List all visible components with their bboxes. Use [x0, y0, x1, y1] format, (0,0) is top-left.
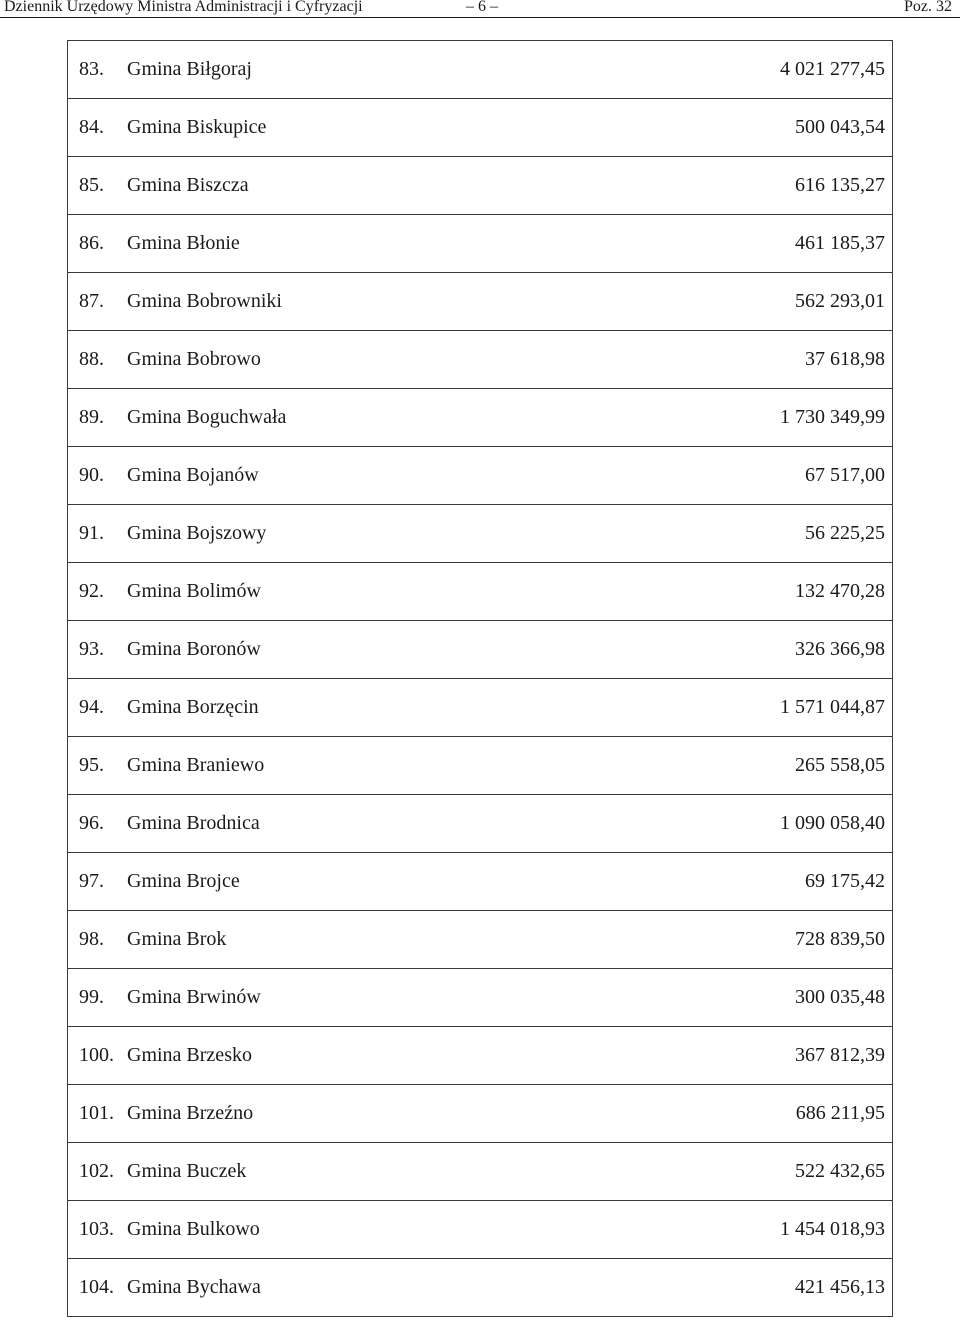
- table-row: [68, 1143, 893, 1201]
- amount: 1 090 058,40: [657, 795, 893, 853]
- page-header: [0, 0, 960, 20]
- municipality-name: Gmina Bojanów: [119, 447, 657, 505]
- municipality-name: Gmina Biskupice: [119, 99, 657, 157]
- amount: 1 730 349,99: [657, 389, 893, 447]
- table-row: [68, 679, 893, 737]
- table-row: [68, 853, 893, 911]
- table-row: [68, 911, 893, 969]
- row-number: 84.: [68, 99, 120, 157]
- table-row: [68, 795, 893, 853]
- municipality-name: Gmina Brojce: [119, 853, 657, 911]
- municipality-name: Gmina Błonie: [119, 215, 657, 273]
- row-number: 91.: [68, 505, 120, 563]
- row-number: 85.: [68, 157, 120, 215]
- header-divider: [0, 17, 960, 18]
- table-row: [68, 273, 893, 331]
- row-number: 100.: [68, 1027, 120, 1085]
- amount: 56 225,25: [657, 505, 893, 563]
- amount: 522 432,65: [657, 1143, 893, 1201]
- row-number: 102.: [68, 1143, 120, 1201]
- municipality-name: Gmina Boronów: [119, 621, 657, 679]
- allocation-table-body: [68, 41, 893, 1317]
- amount: 132 470,28: [657, 563, 893, 621]
- amount: 1 454 018,93: [657, 1201, 893, 1259]
- table-row: [68, 1259, 893, 1317]
- municipality-name: Gmina Bobrowniki: [119, 273, 657, 331]
- row-number: 99.: [68, 969, 120, 1027]
- table-row: [68, 99, 893, 157]
- journal-title: Dziennik Urzędowy Ministra Administracji i Cyfryzacji: [4, 0, 363, 15]
- table-row: [68, 563, 893, 621]
- row-number: 104.: [68, 1259, 120, 1317]
- amount: 728 839,50: [657, 911, 893, 969]
- row-number: 87.: [68, 273, 120, 331]
- table-row: [68, 331, 893, 389]
- row-number: 83.: [68, 41, 120, 99]
- municipality-name: Gmina Bolimów: [119, 563, 657, 621]
- municipality-name: Gmina Brzeźno: [119, 1085, 657, 1143]
- row-number: 96.: [68, 795, 120, 853]
- table-row: [68, 621, 893, 679]
- municipality-name: Gmina Biłgoraj: [119, 41, 657, 99]
- amount: 616 135,27: [657, 157, 893, 215]
- position-number: Poz. 32: [904, 0, 952, 15]
- amount: 421 456,13: [657, 1259, 893, 1317]
- table-row: [68, 1201, 893, 1259]
- municipality-name: Gmina Bychawa: [119, 1259, 657, 1317]
- municipality-name: Gmina Brwinów: [119, 969, 657, 1027]
- municipality-name: Gmina Bobrowo: [119, 331, 657, 389]
- table-row: [68, 505, 893, 563]
- municipality-name: Gmina Brok: [119, 911, 657, 969]
- amount: 1 571 044,87: [657, 679, 893, 737]
- row-number: 103.: [68, 1201, 120, 1259]
- page-number: – 6 –: [466, 0, 498, 15]
- table-row: [68, 1027, 893, 1085]
- table-row: [68, 447, 893, 505]
- table-row: [68, 737, 893, 795]
- municipality-name: Gmina Boguchwała: [119, 389, 657, 447]
- amount: 562 293,01: [657, 273, 893, 331]
- amount: 461 185,37: [657, 215, 893, 273]
- table-row: [68, 389, 893, 447]
- municipality-name: Gmina Biszcza: [119, 157, 657, 215]
- table-row: [68, 1085, 893, 1143]
- amount: 300 035,48: [657, 969, 893, 1027]
- table-row: [68, 969, 893, 1027]
- row-number: 90.: [68, 447, 120, 505]
- row-number: 97.: [68, 853, 120, 911]
- table-row: [68, 215, 893, 273]
- amount: 500 043,54: [657, 99, 893, 157]
- row-number: 93.: [68, 621, 120, 679]
- municipality-name: Gmina Brodnica: [119, 795, 657, 853]
- amount: 367 812,39: [657, 1027, 893, 1085]
- amount: 37 618,98: [657, 331, 893, 389]
- amount: 686 211,95: [657, 1085, 893, 1143]
- row-number: 86.: [68, 215, 120, 273]
- row-number: 88.: [68, 331, 120, 389]
- row-number: 94.: [68, 679, 120, 737]
- row-number: 95.: [68, 737, 120, 795]
- table-row: [68, 41, 893, 99]
- amount: 67 517,00: [657, 447, 893, 505]
- allocation-table: [67, 40, 893, 1317]
- municipality-name: Gmina Braniewo: [119, 737, 657, 795]
- row-number: 92.: [68, 563, 120, 621]
- municipality-name: Gmina Bojszowy: [119, 505, 657, 563]
- amount: 4 021 277,45: [657, 41, 893, 99]
- municipality-name: Gmina Borzęcin: [119, 679, 657, 737]
- amount: 69 175,42: [657, 853, 893, 911]
- municipality-name: Gmina Buczek: [119, 1143, 657, 1201]
- row-number: 89.: [68, 389, 120, 447]
- municipality-name: Gmina Bulkowo: [119, 1201, 657, 1259]
- amount: 265 558,05: [657, 737, 893, 795]
- row-number: 101.: [68, 1085, 120, 1143]
- row-number: 98.: [68, 911, 120, 969]
- table-row: [68, 157, 893, 215]
- municipality-name: Gmina Brzesko: [119, 1027, 657, 1085]
- amount: 326 366,98: [657, 621, 893, 679]
